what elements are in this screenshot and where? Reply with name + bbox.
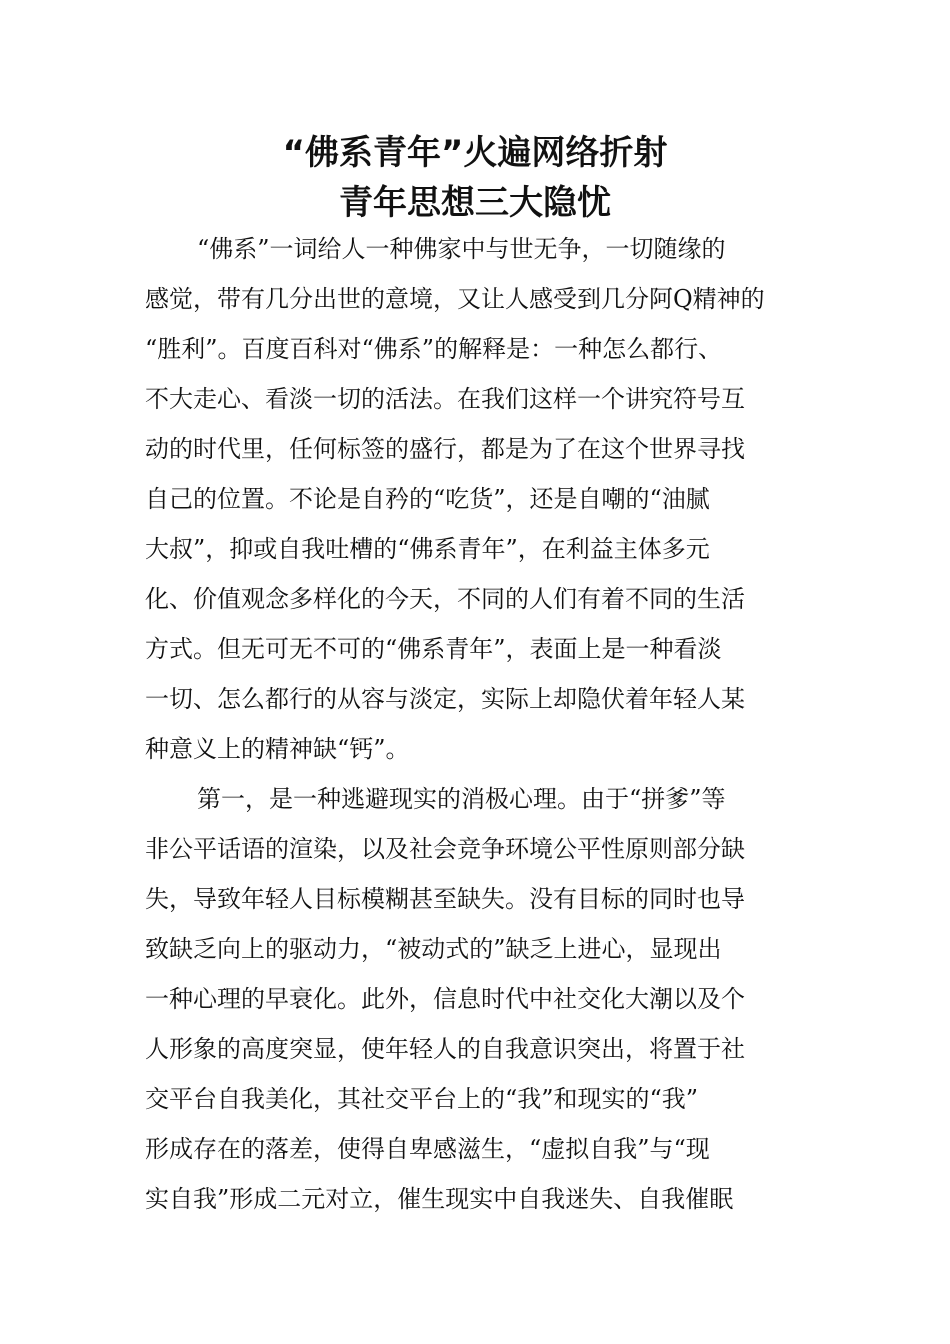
- title-line-2: 青年思想三大隐忧: [339, 183, 611, 223]
- body-line-4: 不大走心、看淡一切的活法。在我们这样一个讲究符号互: [145, 385, 745, 413]
- body-line-5: 动的时代里，任何标签的盛行，都是为了在这个世界寻找: [145, 435, 745, 463]
- body-line-8: 化、价值观念多样化的今天，不同的人们有着不同的生活: [145, 585, 745, 613]
- body-line-13: 非公平话语的渲染，以及社会竞争环境公平性原则部分缺: [145, 835, 745, 863]
- body-line-15: 致缺乏向上的驱动力，“被动式的”缺乏上进心，显现出: [145, 935, 722, 963]
- body-line-7: 大叔”，抑或自我吐槽的“佛系青年”，在利益主体多元: [145, 535, 710, 563]
- body-line-9: 方式。但无可无不可的“佛系青年”，表面上是一种看淡: [145, 635, 722, 663]
- title-line-1: “佛系青年”火遍网络折射: [282, 133, 668, 173]
- body-line-1: “佛系”一词给人一种佛家中与世无争，一切随缘的: [197, 235, 726, 263]
- body-line-17: 人形象的高度突显，使年轻人的自我意识突出，将置于社: [145, 1035, 745, 1063]
- body-line-2: 感觉，带有几分出世的意境，又让人感受到几分阿Q精神的: [145, 285, 765, 313]
- body-line-10: 一切、怎么都行的从容与淡定，实际上却隐伏着年轻人某: [145, 685, 745, 713]
- body-line-18: 交平台自我美化，其社交平台上的“我”和现实的“我”: [145, 1085, 699, 1113]
- body-line-16: 一种心理的早衰化。此外，信息时代中社交化大潮以及个: [145, 985, 745, 1013]
- body-line-12: 第一，是一种逃避现实的消极心理。由于“拼爹”等: [197, 785, 726, 813]
- body-line-19: 形成存在的落差，使得自卑感滋生，“虚拟自我”与“现: [145, 1135, 710, 1163]
- body-line-20: 实自我”形成二元对立，催生现实中自我迷失、自我催眠: [145, 1185, 734, 1213]
- body-line-14: 失，导致年轻人目标模糊甚至缺失。没有目标的同时也导: [145, 885, 745, 913]
- body-line-11: 种意义上的精神缺“钙”。: [145, 735, 410, 763]
- body-line-3: “胜利”。百度百科对“佛系”的解释是：一种怎么都行、: [145, 335, 723, 363]
- body-line-6: 自己的位置。不论是自矜的“吃货”，还是自嘲的“油腻: [145, 485, 710, 513]
